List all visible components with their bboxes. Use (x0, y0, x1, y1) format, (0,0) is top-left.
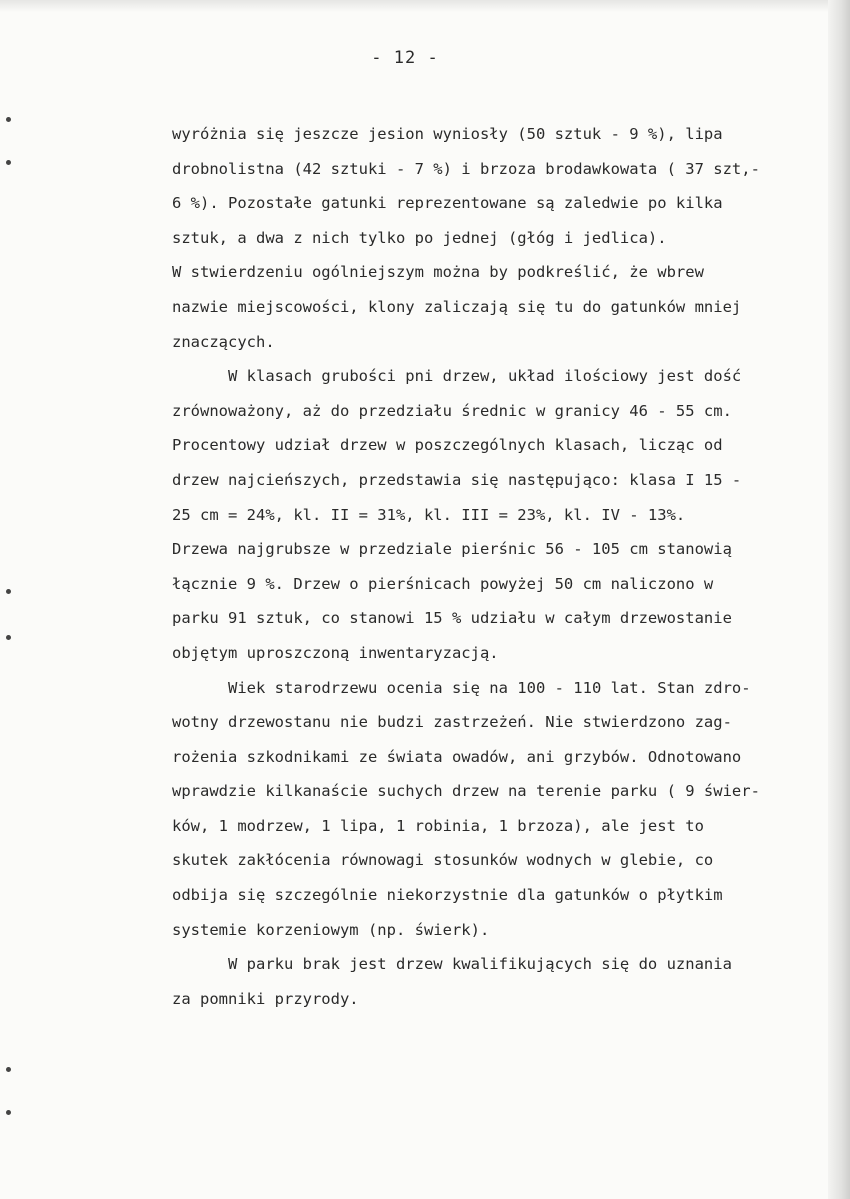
text-line: ków, 1 modrzew, 1 lipa, 1 robinia, 1 brzoza), ale jest to (172, 816, 704, 835)
text-line: parku 91 sztuk, co stanowi 15 % udziału w całym drzewostanie (172, 609, 732, 628)
text-line: W parku brak jest drzew kwalifikujących się do uznania (228, 955, 732, 974)
text-line: znaczących. (172, 332, 275, 351)
text-line: W stwierdzeniu ogólniejszym można by podkreślić, że wbrew (172, 263, 704, 282)
margin-mark (6, 589, 11, 594)
text-line: skutek zakłócenia równowagi stosunków wodnych w glebie, co (172, 851, 714, 870)
text-line: wprawdzie kilkanaście suchych drzew na terenie parku ( 9 świer- (172, 782, 760, 801)
body-text (172, 117, 832, 1016)
text-line: Procentowy udział drzew w poszczególnych klasach, licząc od (172, 436, 723, 455)
margin-mark (6, 1110, 11, 1115)
text-line: 25 cm = 24%, kl. II = 31%, kl. III = 23%, kl. IV - 13%. (172, 505, 686, 524)
text-line: rożenia szkodnikami ze świata owadów, ani grzybów. Odnotowano (172, 747, 742, 766)
text-line: Drzewa najgrubsze w przedziale pierśnic 56 - 105 cm stanowią (172, 540, 732, 559)
margin-mark (6, 160, 11, 165)
margin-mark (6, 635, 11, 640)
margin-mark (6, 1067, 11, 1072)
text-line: wotny drzewostanu nie budzi zastrzeżeń. Nie stwierdzono zag- (172, 713, 732, 732)
text-line: objętym uproszczoną inwentaryzacją. (172, 643, 499, 662)
text-line: wyróżnia się jeszcze jesion wyniosły (50 sztuk - 9 %), lipa (172, 125, 723, 143)
text-line: za pomniki przyrody. (172, 989, 359, 1008)
text-line: Wiek starodrzewu ocenia się na 100 - 110 lat. Stan zdro- (228, 678, 751, 697)
text-line: 6 %). Pozostałe gatunki reprezentowane są zaledwie po kilka (172, 194, 723, 213)
text-line: odbija się szczególnie niekorzystnie dla gatunków o płytkim (172, 886, 723, 905)
text-line: łącznie 9 %. Drzew o pierśnicach powyżej 50 cm naliczono w (172, 574, 714, 593)
text-line: systemie korzeniowym (np. świerk). (172, 920, 490, 939)
text-line: W klasach grubości pni drzew, układ ilościowy jest dość (228, 367, 742, 386)
scan-top-edge (0, 0, 850, 12)
text-line: drobnolistna (42 sztuki - 7 %) i brzoza brodawkowata ( 37 szt,- (172, 159, 760, 178)
text-line: drzew najcieńszych, przedstawia się następująco: klasa I 15 - (172, 470, 742, 489)
text-line: nazwie miejscowości, klony zaliczają się tu do gatunków mniej (172, 297, 742, 316)
page-number: - 12 - (371, 48, 439, 68)
margin-mark (6, 117, 11, 122)
text-line: sztuk, a dwa z nich tylko po jednej (głóg i jedlica). (172, 228, 667, 247)
text-line: zrównoważony, aż do przedziału średnic w granicy 46 - 55 cm. (172, 401, 732, 420)
